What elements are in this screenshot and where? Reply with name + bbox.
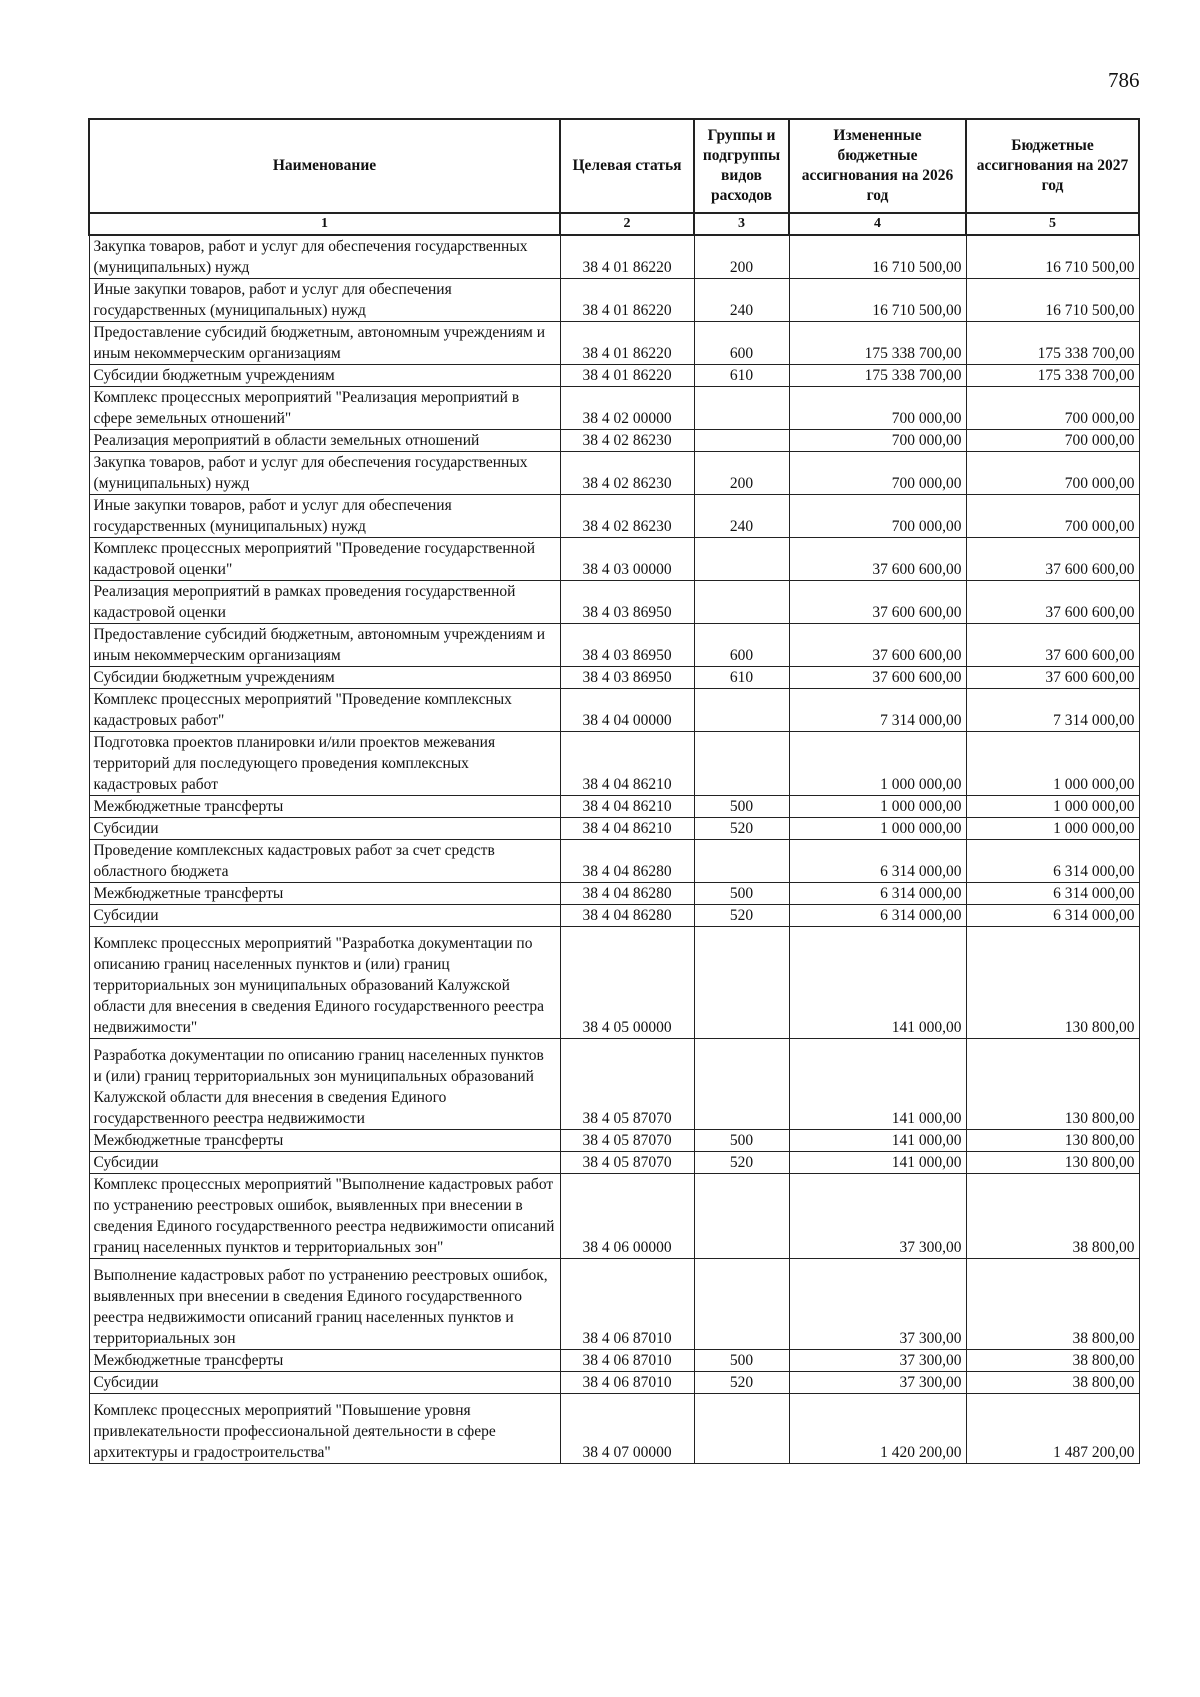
table-body xyxy=(89,235,1139,1464)
row-amount-2026: 1 000 000,00 xyxy=(789,796,966,818)
row-expense-group xyxy=(694,430,789,452)
row-name: Субсидии бюджетным учреждениям xyxy=(89,365,560,387)
row-expense-group xyxy=(694,1039,789,1130)
row-amount-2027: 175 338 700,00 xyxy=(966,322,1139,365)
row-target-article: 38 4 07 00000 xyxy=(560,1394,694,1464)
row-target-article: 38 4 02 86230 xyxy=(560,452,694,495)
table-row xyxy=(89,1130,1139,1152)
row-target-article: 38 4 05 87070 xyxy=(560,1130,694,1152)
row-expense-group xyxy=(694,538,789,581)
row-amount-2027: 6 314 000,00 xyxy=(966,905,1139,927)
row-name: Предоставление субсидий бюджетным, автономным учреждениям и иным некоммерческим организациям xyxy=(89,624,560,667)
row-amount-2027: 37 600 600,00 xyxy=(966,581,1139,624)
table-row xyxy=(89,430,1139,452)
row-amount-2026: 37 600 600,00 xyxy=(789,538,966,581)
row-amount-2026: 700 000,00 xyxy=(789,495,966,538)
header-2026: Измененные бюджетные ассигнования на 2026 год xyxy=(789,119,966,213)
row-expense-group xyxy=(694,581,789,624)
row-amount-2027: 6 314 000,00 xyxy=(966,840,1139,883)
row-amount-2026: 6 314 000,00 xyxy=(789,840,966,883)
table-row xyxy=(89,235,1139,279)
row-amount-2027: 1 000 000,00 xyxy=(966,796,1139,818)
row-expense-group: 500 xyxy=(694,883,789,905)
row-amount-2026: 700 000,00 xyxy=(789,452,966,495)
row-amount-2027: 130 800,00 xyxy=(966,1152,1139,1174)
row-name: Предоставление субсидий бюджетным, автономным учреждениям и иным некоммерческим организациям xyxy=(89,322,560,365)
row-name: Иные закупки товаров, работ и услуг для обеспечения государственных (муниципальных) нужд xyxy=(89,495,560,538)
row-amount-2026: 175 338 700,00 xyxy=(789,322,966,365)
table-row xyxy=(89,495,1139,538)
row-amount-2026: 141 000,00 xyxy=(789,927,966,1039)
row-amount-2027: 16 710 500,00 xyxy=(966,279,1139,322)
table-row xyxy=(89,1350,1139,1372)
row-name: Межбюджетные трансферты xyxy=(89,883,560,905)
table-row xyxy=(89,818,1139,840)
row-target-article: 38 4 05 87070 xyxy=(560,1039,694,1130)
row-name: Выполнение кадастровых работ по устранению реестровых ошибок, выявленных при внесении в сведения Единого государственного реестра недвижимости описаний границ населенных пунктов и территориальных зон xyxy=(89,1259,560,1350)
row-amount-2027: 38 800,00 xyxy=(966,1174,1139,1259)
row-expense-group: 600 xyxy=(694,624,789,667)
row-expense-group: 520 xyxy=(694,818,789,840)
row-target-article: 38 4 05 00000 xyxy=(560,927,694,1039)
row-target-article: 38 4 06 00000 xyxy=(560,1174,694,1259)
row-amount-2026: 6 314 000,00 xyxy=(789,905,966,927)
table-row xyxy=(89,1372,1139,1394)
row-name: Комплекс процессных мероприятий "Реализация мероприятий в сфере земельных отношений" xyxy=(89,387,560,430)
row-target-article: 38 4 06 87010 xyxy=(560,1372,694,1394)
row-expense-group xyxy=(694,732,789,796)
row-amount-2027: 700 000,00 xyxy=(966,452,1139,495)
row-expense-group: 200 xyxy=(694,452,789,495)
table-row xyxy=(89,387,1139,430)
row-target-article: 38 4 02 86230 xyxy=(560,495,694,538)
row-target-article: 38 4 05 87070 xyxy=(560,1152,694,1174)
row-amount-2027: 700 000,00 xyxy=(966,495,1139,538)
row-target-article: 38 4 03 86950 xyxy=(560,624,694,667)
table-row xyxy=(89,452,1139,495)
row-amount-2026: 37 300,00 xyxy=(789,1259,966,1350)
header-2027: Бюджетные ассигнования на 2027 год xyxy=(966,119,1139,213)
row-amount-2027: 16 710 500,00 xyxy=(966,235,1139,279)
row-amount-2026: 37 300,00 xyxy=(789,1350,966,1372)
row-name: Субсидии xyxy=(89,1152,560,1174)
row-amount-2027: 700 000,00 xyxy=(966,430,1139,452)
table-header-row xyxy=(89,119,1139,213)
row-name: Субсидии xyxy=(89,1372,560,1394)
header-target-article: Целевая статья xyxy=(560,119,694,213)
row-amount-2027: 38 800,00 xyxy=(966,1372,1139,1394)
row-expense-group xyxy=(694,387,789,430)
row-target-article: 38 4 03 86950 xyxy=(560,581,694,624)
row-expense-group: 240 xyxy=(694,279,789,322)
row-expense-group xyxy=(694,840,789,883)
table-row xyxy=(89,581,1139,624)
table-row xyxy=(89,279,1139,322)
row-amount-2026: 37 300,00 xyxy=(789,1174,966,1259)
row-target-article: 38 4 06 87010 xyxy=(560,1350,694,1372)
row-amount-2027: 1 000 000,00 xyxy=(966,818,1139,840)
row-expense-group xyxy=(694,1259,789,1350)
row-amount-2027: 1 000 000,00 xyxy=(966,732,1139,796)
row-expense-group: 520 xyxy=(694,905,789,927)
row-target-article: 38 4 06 87010 xyxy=(560,1259,694,1350)
row-amount-2027: 130 800,00 xyxy=(966,927,1139,1039)
column-number: 1 xyxy=(89,213,560,235)
row-target-article: 38 4 04 86280 xyxy=(560,883,694,905)
row-name: Комплекс процессных мероприятий "Повышение уровня привлекательности профессиональной деятельности в сфере архитектуры и градостроительства" xyxy=(89,1394,560,1464)
table-row xyxy=(89,689,1139,732)
row-amount-2026: 6 314 000,00 xyxy=(789,883,966,905)
table-row xyxy=(89,667,1139,689)
row-name: Комплекс процессных мероприятий "Проведение государственной кадастровой оценки" xyxy=(89,538,560,581)
row-amount-2027: 700 000,00 xyxy=(966,387,1139,430)
row-expense-group: 500 xyxy=(694,1130,789,1152)
row-expense-group xyxy=(694,927,789,1039)
column-numbers-row xyxy=(89,213,1139,235)
row-amount-2027: 1 487 200,00 xyxy=(966,1394,1139,1464)
row-name: Закупка товаров, работ и услуг для обеспечения государственных (муниципальных) нужд xyxy=(89,452,560,495)
row-expense-group: 520 xyxy=(694,1152,789,1174)
row-amount-2026: 7 314 000,00 xyxy=(789,689,966,732)
row-expense-group xyxy=(694,1394,789,1464)
row-name: Межбюджетные трансферты xyxy=(89,796,560,818)
row-target-article: 38 4 02 86230 xyxy=(560,430,694,452)
row-amount-2027: 38 800,00 xyxy=(966,1350,1139,1372)
header-expense-groups: Группы и подгруппы видов расходов xyxy=(694,119,789,213)
table-row xyxy=(89,796,1139,818)
row-target-article: 38 4 02 00000 xyxy=(560,387,694,430)
budget-table xyxy=(88,118,1140,1464)
row-amount-2027: 130 800,00 xyxy=(966,1039,1139,1130)
header-name: Наименование xyxy=(89,119,560,213)
row-amount-2027: 37 600 600,00 xyxy=(966,624,1139,667)
row-name: Межбюджетные трансферты xyxy=(89,1130,560,1152)
table-row xyxy=(89,840,1139,883)
row-name: Комплекс процессных мероприятий "Разработка документации по описанию границ населенных пунктов и (или) границ территориальных зон муниципальных образований Калужской области для внесения в сведения Единого государственного реестра недвижимости" xyxy=(89,927,560,1039)
row-expense-group xyxy=(694,1174,789,1259)
table-row xyxy=(89,732,1139,796)
row-amount-2026: 37 600 600,00 xyxy=(789,581,966,624)
row-expense-group: 500 xyxy=(694,1350,789,1372)
column-number: 2 xyxy=(560,213,694,235)
row-amount-2026: 1 420 200,00 xyxy=(789,1394,966,1464)
row-name: Субсидии бюджетным учреждениям xyxy=(89,667,560,689)
row-amount-2026: 37 600 600,00 xyxy=(789,667,966,689)
row-amount-2026: 1 000 000,00 xyxy=(789,732,966,796)
row-expense-group: 610 xyxy=(694,365,789,387)
table-row xyxy=(89,1259,1139,1350)
row-target-article: 38 4 04 86210 xyxy=(560,732,694,796)
column-number: 4 xyxy=(789,213,966,235)
row-expense-group: 500 xyxy=(694,796,789,818)
row-target-article: 38 4 04 86210 xyxy=(560,818,694,840)
row-target-article: 38 4 01 86220 xyxy=(560,235,694,279)
row-name: Закупка товаров, работ и услуг для обеспечения государственных (муниципальных) нужд xyxy=(89,235,560,279)
row-target-article: 38 4 01 86220 xyxy=(560,279,694,322)
row-name: Субсидии xyxy=(89,905,560,927)
table-row xyxy=(89,1174,1139,1259)
row-amount-2026: 175 338 700,00 xyxy=(789,365,966,387)
row-amount-2027: 37 600 600,00 xyxy=(966,538,1139,581)
row-amount-2027: 7 314 000,00 xyxy=(966,689,1139,732)
row-target-article: 38 4 04 86210 xyxy=(560,796,694,818)
page-number: 786 xyxy=(1108,68,1140,92)
table-row xyxy=(89,927,1139,1039)
row-amount-2026: 700 000,00 xyxy=(789,387,966,430)
table-row xyxy=(89,1394,1139,1464)
row-name: Межбюджетные трансферты xyxy=(89,1350,560,1372)
row-name: Разработка документации по описанию границ населенных пунктов и (или) границ территориальных зон муниципальных образований Калужской области для внесения в сведения Единого государственного реестра недвижимости xyxy=(89,1039,560,1130)
row-target-article: 38 4 03 00000 xyxy=(560,538,694,581)
row-amount-2027: 38 800,00 xyxy=(966,1259,1139,1350)
row-name: Реализация мероприятий в области земельных отношений xyxy=(89,430,560,452)
table-row xyxy=(89,538,1139,581)
row-target-article: 38 4 04 86280 xyxy=(560,905,694,927)
row-target-article: 38 4 04 00000 xyxy=(560,689,694,732)
row-target-article: 38 4 04 86280 xyxy=(560,840,694,883)
row-amount-2026: 16 710 500,00 xyxy=(789,235,966,279)
row-name: Реализация мероприятий в рамках проведения государственной кадастровой оценки xyxy=(89,581,560,624)
row-target-article: 38 4 01 86220 xyxy=(560,365,694,387)
row-expense-group: 610 xyxy=(694,667,789,689)
table-row xyxy=(89,624,1139,667)
row-amount-2026: 700 000,00 xyxy=(789,430,966,452)
row-name: Комплекс процессных мероприятий "Проведение комплексных кадастровых работ" xyxy=(89,689,560,732)
table-row xyxy=(89,905,1139,927)
table-row xyxy=(89,1039,1139,1130)
row-amount-2026: 37 300,00 xyxy=(789,1372,966,1394)
row-amount-2026: 16 710 500,00 xyxy=(789,279,966,322)
row-expense-group xyxy=(694,689,789,732)
row-name: Субсидии xyxy=(89,818,560,840)
row-amount-2026: 141 000,00 xyxy=(789,1039,966,1130)
row-name: Подготовка проектов планировки и/или проектов межевания территорий для последующего проведения комплексных кадастровых работ xyxy=(89,732,560,796)
row-amount-2026: 141 000,00 xyxy=(789,1152,966,1174)
table-row xyxy=(89,365,1139,387)
table-row xyxy=(89,883,1139,905)
row-name: Проведение комплексных кадастровых работ за счет средств областного бюджета xyxy=(89,840,560,883)
column-number: 5 xyxy=(966,213,1139,235)
row-amount-2027: 37 600 600,00 xyxy=(966,667,1139,689)
row-expense-group: 240 xyxy=(694,495,789,538)
table-row xyxy=(89,322,1139,365)
row-amount-2027: 175 338 700,00 xyxy=(966,365,1139,387)
row-name: Иные закупки товаров, работ и услуг для обеспечения государственных (муниципальных) нужд xyxy=(89,279,560,322)
row-target-article: 38 4 01 86220 xyxy=(560,322,694,365)
row-expense-group: 600 xyxy=(694,322,789,365)
row-name: Комплекс процессных мероприятий "Выполнение кадастровых работ по устранению реестровых ошибок, выявленных при внесении в сведения Единого государственного реестра недвижимости описаний границ населенных пунктов и территориальных зон" xyxy=(89,1174,560,1259)
row-amount-2027: 6 314 000,00 xyxy=(966,883,1139,905)
row-expense-group: 200 xyxy=(694,235,789,279)
row-amount-2027: 130 800,00 xyxy=(966,1130,1139,1152)
table-row xyxy=(89,1152,1139,1174)
row-amount-2026: 141 000,00 xyxy=(789,1130,966,1152)
row-amount-2026: 1 000 000,00 xyxy=(789,818,966,840)
row-expense-group: 520 xyxy=(694,1372,789,1394)
column-number: 3 xyxy=(694,213,789,235)
row-target-article: 38 4 03 86950 xyxy=(560,667,694,689)
row-amount-2026: 37 600 600,00 xyxy=(789,624,966,667)
